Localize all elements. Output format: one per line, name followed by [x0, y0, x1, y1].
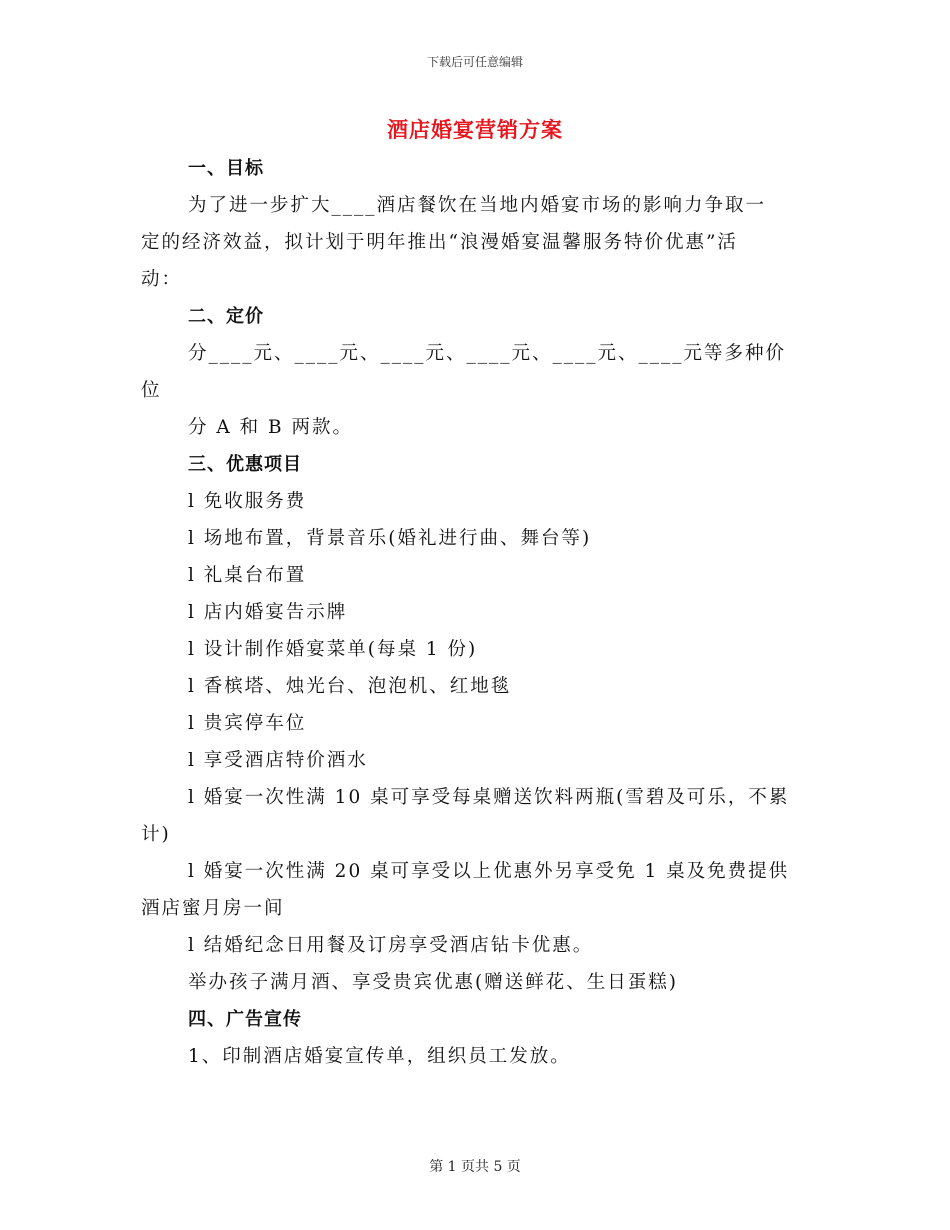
paragraph-line: 分____元、____元、____元、____元、____元、____元等多种价	[188, 343, 787, 364]
list-item: l 结婚纪念日用餐及订房享受酒店钻卡优惠。	[188, 935, 594, 956]
section-heading-pricing: 二、定价	[188, 306, 264, 327]
paragraph-line: 为了进一步扩大____酒店餐饮在当地内婚宴市场的影响力争取一	[188, 195, 767, 216]
list-item: l 享受酒店特价酒水	[188, 750, 368, 771]
list-item: l 婚宴一次性满 10 桌可享受每桌赠送饮料两瓶(雪碧及可乐，不累	[188, 787, 790, 808]
paragraph-line: 分 A 和 B 两款。	[188, 417, 353, 438]
paragraph-line: 动：	[141, 269, 183, 290]
list-item-continuation: 计)	[141, 824, 171, 845]
list-item: l 婚宴一次性满 20 桌可享受以上优惠外另享受免 1 桌及免费提供	[188, 861, 790, 882]
list-item: 举办孩子满月酒、享受贵宾优惠(赠送鲜花、生日蛋糕)	[188, 972, 678, 993]
list-item: l 礼桌台布置	[188, 565, 307, 586]
list-item: l 香槟塔、烛光台、泡泡机、红地毯	[188, 676, 512, 697]
page-footer: 第 1 页共 5 页	[429, 1159, 521, 1175]
list-item: l 免收服务费	[188, 491, 307, 512]
page-header-note: 下载后可任意编辑	[426, 55, 523, 69]
document-body	[141, 150, 811, 1075]
section-heading-ads: 四、广告宣传	[188, 1009, 302, 1030]
list-item-continuation: 酒店蜜月房一间	[141, 898, 285, 919]
section-heading-goal: 一、目标	[188, 158, 264, 179]
document-title: 酒店婚宴营销方案	[387, 117, 563, 142]
list-item: l 场地布置，背景音乐(婚礼进行曲、舞台等)	[188, 528, 592, 549]
section-heading-offers: 三、优惠项目	[188, 454, 302, 475]
paragraph-line: 1、印制酒店婚宴宣传单，组织员工发放。	[188, 1046, 571, 1067]
list-item: l 设计制作婚宴菜单(每桌 1 份)	[188, 639, 478, 660]
paragraph-line: 位	[141, 380, 162, 401]
list-item: l 贵宾停车位	[188, 713, 307, 734]
list-item: l 店内婚宴告示牌	[188, 602, 348, 623]
paragraph-line: 定的经济效益，拟计划于明年推出“浪漫婚宴温馨服务特价优惠”活	[141, 232, 738, 253]
